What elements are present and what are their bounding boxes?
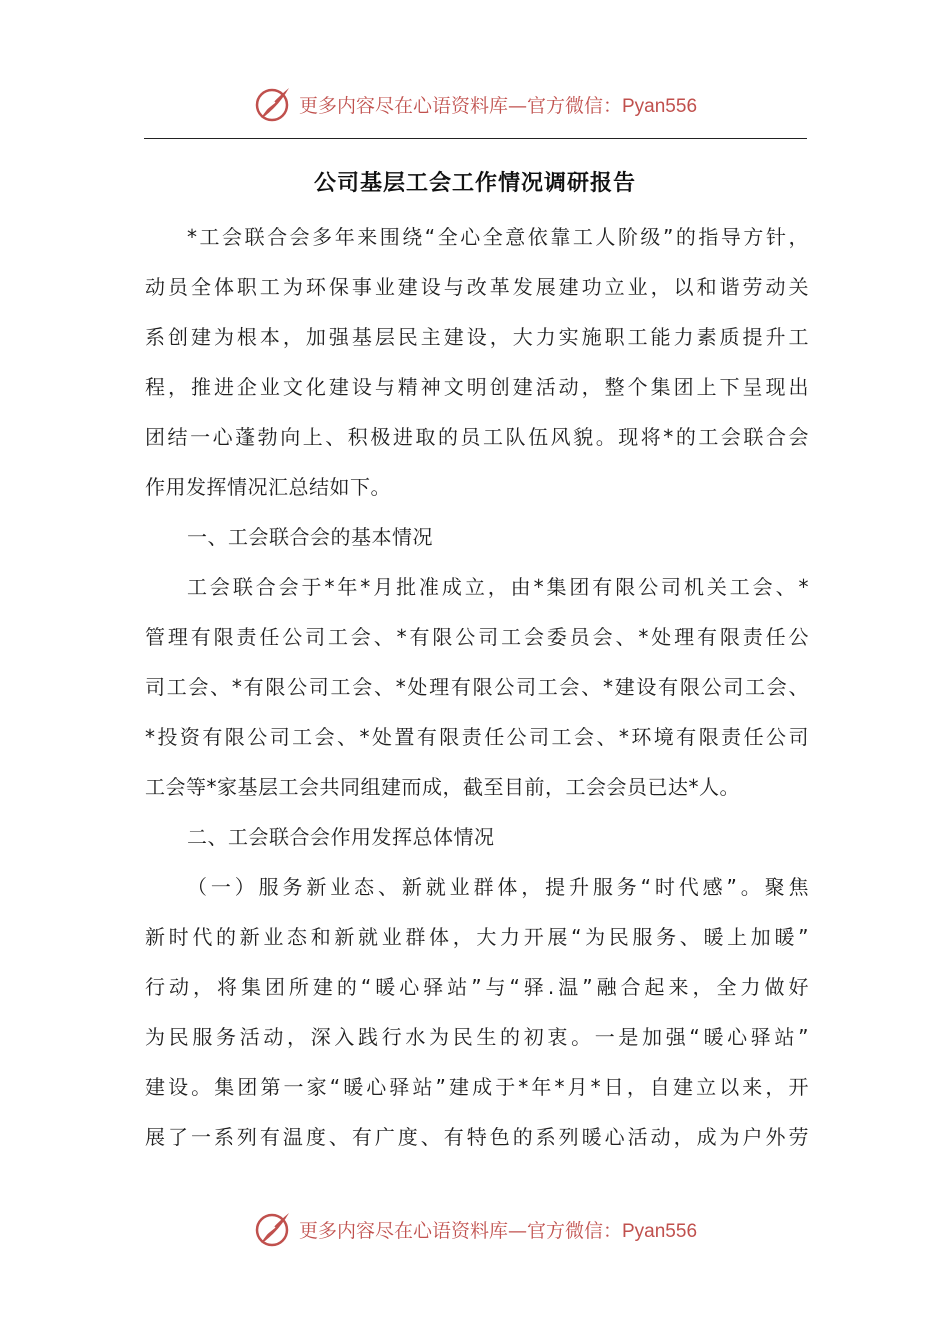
text-line: 程，推进企业文化建设与精神文明创建活动，整个集团上下呈现出 — [145, 375, 809, 399]
text-line: *投资有限公司工会、*处置有限责任公司工会、*环境有限责任公司 — [145, 725, 809, 749]
text-line: 作用发挥情况汇总结如下。 — [145, 475, 391, 499]
text-line: 为民服务活动，深入践行水为民生的初衷。一是加强“暖心驿站” — [145, 1025, 809, 1049]
section-heading: 一、工会联合会的基本情况 — [187, 525, 433, 549]
text-line: 系创建为根本，加强基层民主建设，大力实施职工能力素质提升工 — [145, 325, 809, 349]
text-line: 新时代的新业态和新就业群体，大力开展“为民服务、暖上加暖” — [145, 925, 809, 949]
document-title: 公司基层工会工作情况调研报告 — [313, 171, 636, 196]
text-line: 团结一心蓬勃向上、积极进取的员工队伍风貌。现将*的工会联合会 — [145, 425, 809, 449]
text-line: 工会等*家基层工会共同组建而成，截至目前，工会会员已达*人。 — [145, 775, 740, 799]
text-line: 管理有限责任公司工会、*有限公司工会委员会、*处理有限责任公 — [145, 625, 809, 649]
text-line: 行动，将集团所建的“暖心驿站”与“驿.温”融合起来，全力做好 — [145, 975, 809, 999]
text-line: 司工会、*有限公司工会、*处理有限公司工会、*建设有限公司工会、 — [145, 675, 809, 699]
text-line: 建设。集团第一家“暖心驿站”建成于*年*月*日，自建立以来，开 — [145, 1075, 809, 1099]
text-line: 工会联合会于*年*月批准成立，由*集团有限公司机关工会、* — [187, 575, 809, 599]
quill-logo-icon — [253, 1209, 293, 1249]
section-heading: 二、工会联合会作用发挥总体情况 — [187, 825, 495, 849]
text-line: （一）服务新业态、新就业群体，提升服务“时代感”。聚焦 — [187, 875, 809, 899]
document-body — [145, 212, 809, 1162]
watermark-banner-bottom — [0, 1209, 950, 1249]
watermark-text: 更多内容尽在心语资料库—官方微信：Pyan556 — [298, 94, 698, 117]
text-line: 动员全体职工为环保事业建设与改革发展建功立业，以和谐劳动关 — [145, 275, 809, 299]
watermark-banner-top — [0, 84, 950, 124]
text-line: 展了一系列有温度、有广度、有特色的系列暖心活动，成为户外劳 — [145, 1125, 809, 1149]
header-divider — [144, 138, 807, 139]
watermark-text: 更多内容尽在心语资料库—官方微信：Pyan556 — [298, 1219, 698, 1242]
quill-logo-icon — [253, 84, 293, 124]
text-line: *工会联合会多年来围绕“全心全意依靠工人阶级”的指导方针， — [187, 225, 809, 249]
